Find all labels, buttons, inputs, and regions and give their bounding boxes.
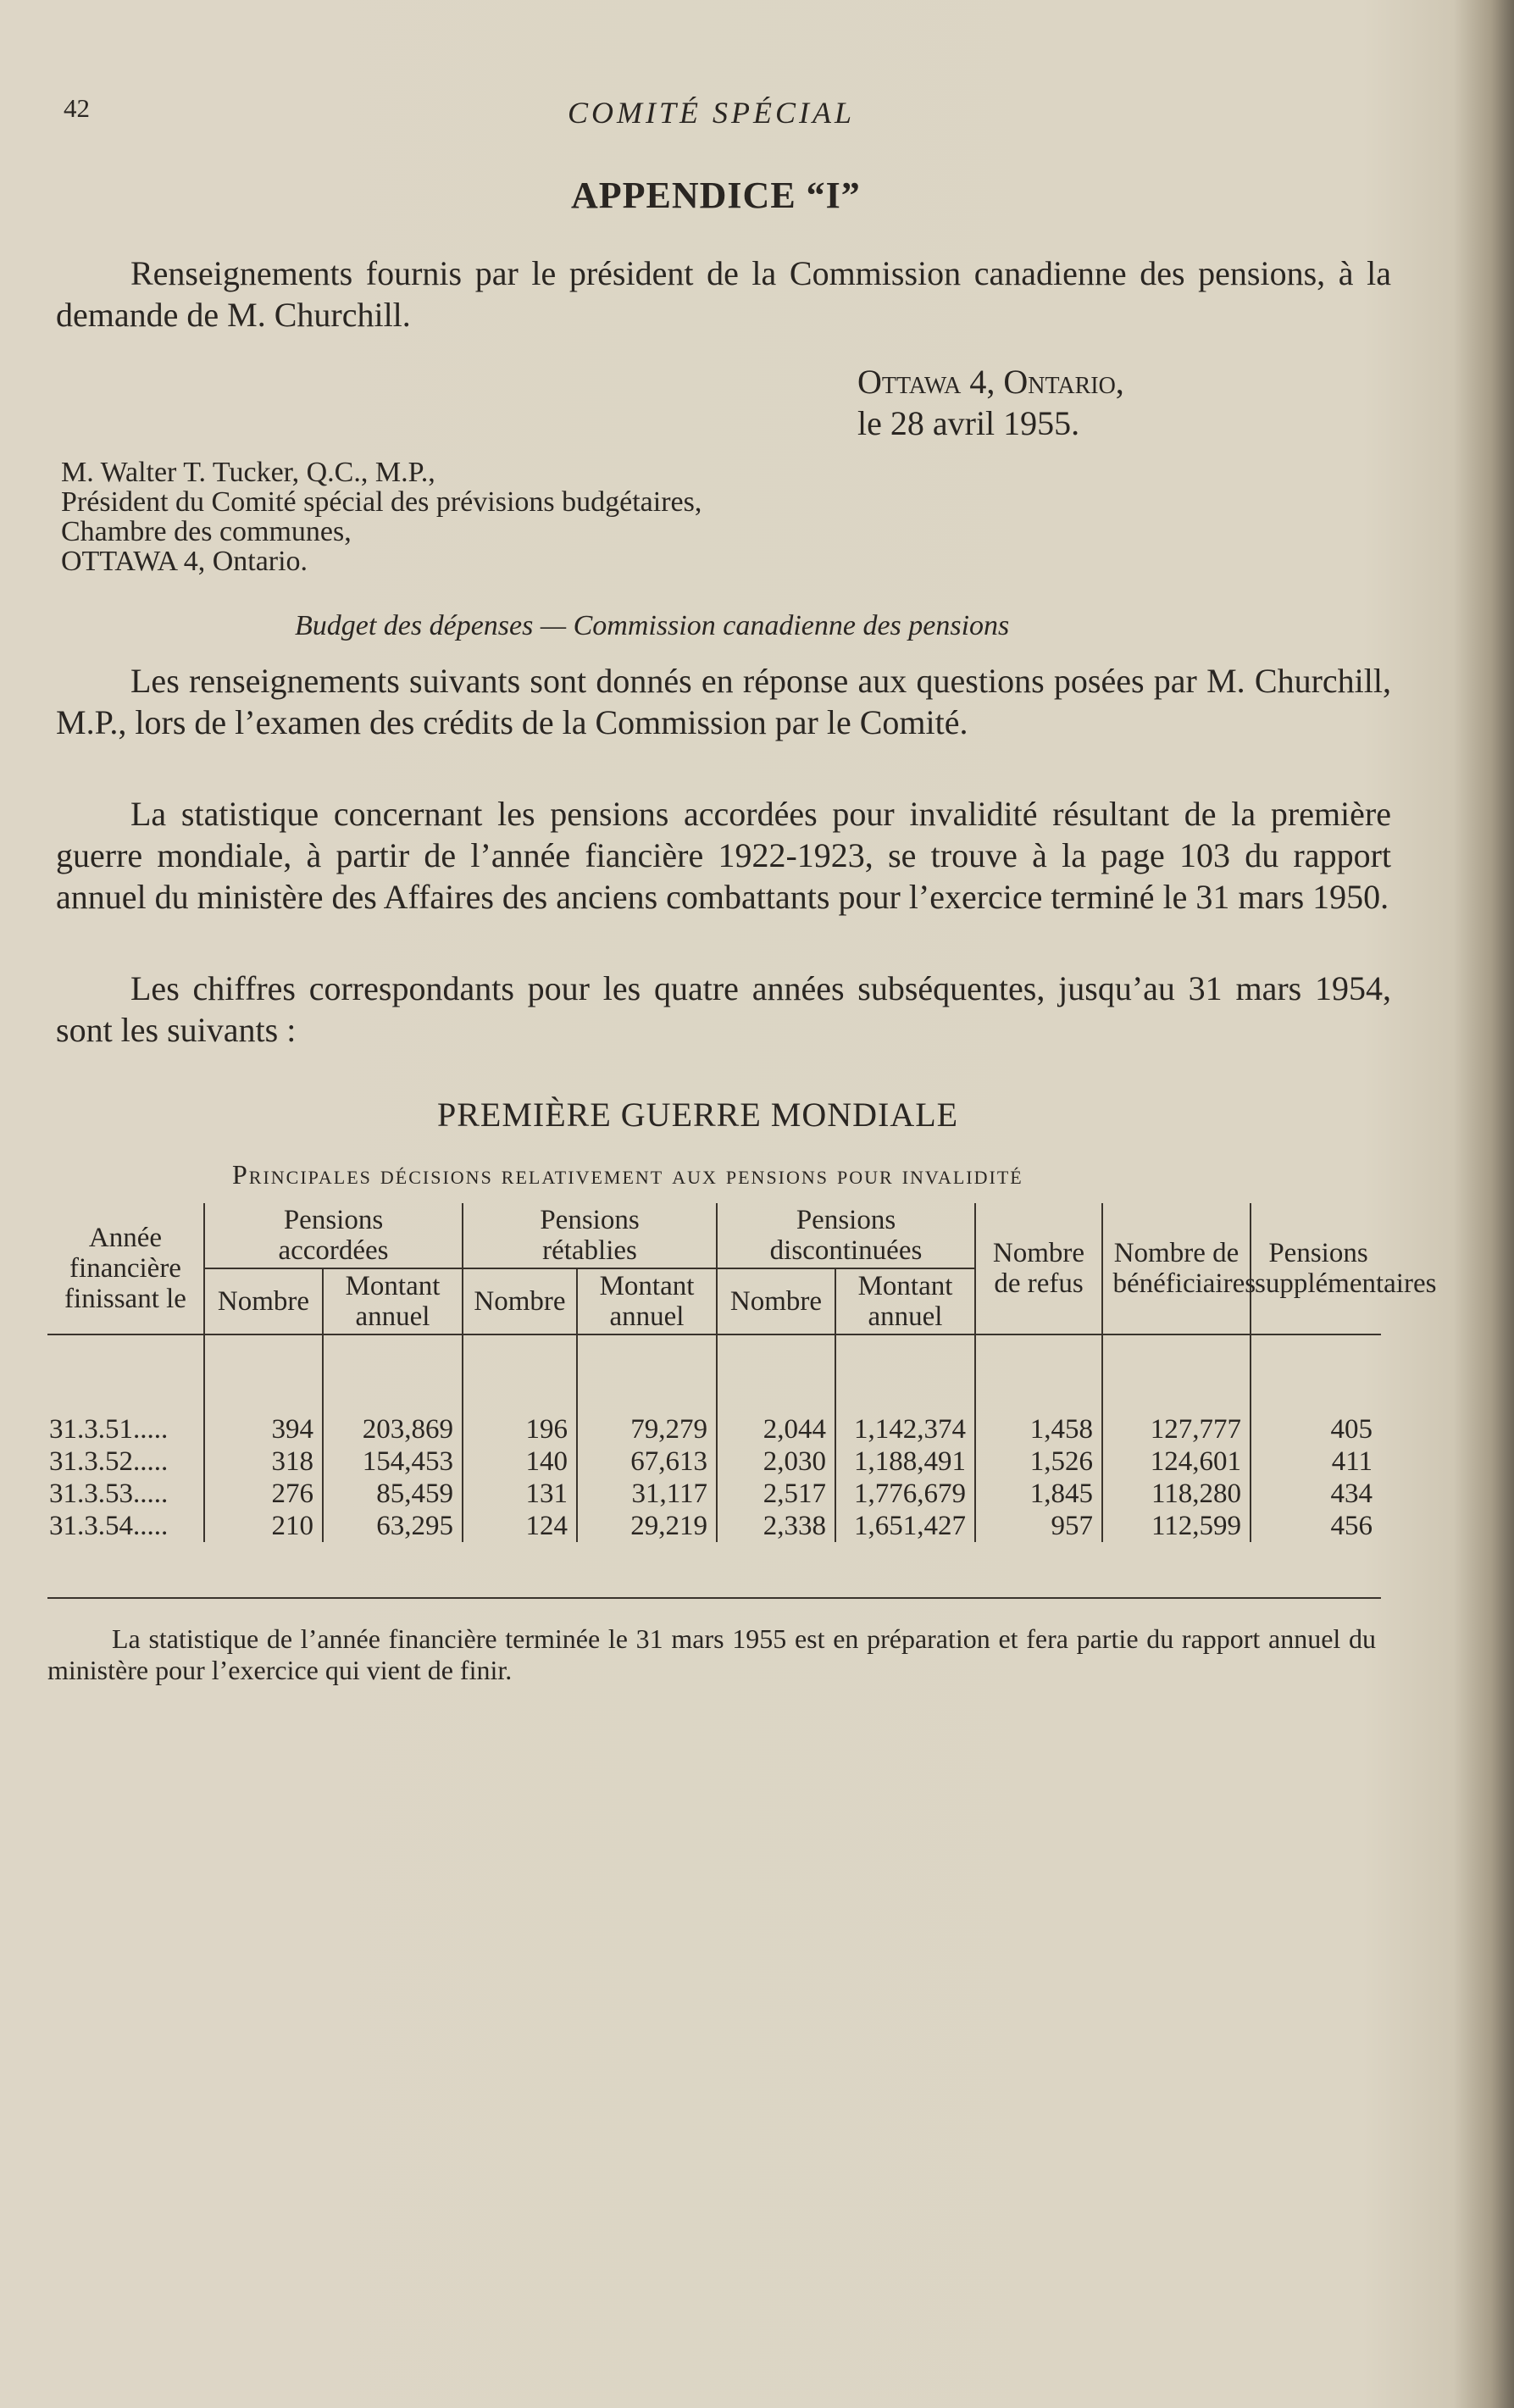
cell-value: 31,117 xyxy=(577,1478,717,1510)
appendix-title: APPENDICE “I” xyxy=(571,175,861,216)
header-supplementary: Pensions supplémentaires xyxy=(1251,1203,1381,1334)
cell-value: 2,517 xyxy=(717,1478,835,1510)
cell-value: 1,845 xyxy=(975,1478,1102,1510)
header-granted: Pensions accordées xyxy=(204,1203,463,1268)
header-year: Année financière finissant le xyxy=(47,1203,204,1334)
footnote: La statistique de l’année financière terminée le 31 mars 1955 est en préparation et fera partie du rapport annuel du ministère pour l’exercice qui vient de finir. xyxy=(47,1623,1376,1685)
header-restored: Pensions rétablies xyxy=(463,1203,717,1268)
cell-value: 67,613 xyxy=(577,1445,717,1478)
pension-statistics-table xyxy=(47,1203,1437,1542)
address-line: M. Walter T. Tucker, Q.C., M.P., xyxy=(61,457,435,488)
cell-value: 434 xyxy=(1251,1478,1381,1510)
cell-value: 63,295 xyxy=(323,1510,463,1542)
subject-line: Budget des dépenses — Commission canadienne des pensions xyxy=(295,610,1010,641)
table-spacer-row xyxy=(47,1334,1381,1413)
cell-value: 124,601 xyxy=(1102,1445,1251,1478)
dateline-place-text: Ottawa 4, Ontario, xyxy=(857,363,1124,401)
cell-value: 405 xyxy=(1251,1413,1381,1445)
cell-value: 411 xyxy=(1251,1445,1381,1478)
cell-value: 957 xyxy=(975,1510,1102,1542)
cell-year: 31.3.54..... xyxy=(49,1511,169,1541)
cell-value: 29,219 xyxy=(577,1510,717,1542)
cell-value: 124 xyxy=(463,1510,577,1542)
cell-value: 1,651,427 xyxy=(835,1510,975,1542)
cell-value: 196 xyxy=(463,1413,577,1445)
table-title: PREMIÈRE GUERRE MONDIALE xyxy=(437,1096,959,1134)
address-line: Président du Comité spécial des prévisions budgétaires, xyxy=(61,486,702,518)
body-paragraph: Les renseignements suivants sont donnés en réponse aux questions posées par M. Churchill, M.P., lors de l’examen des crédits de la Commission par le Comité. xyxy=(56,662,1391,741)
cell-year: 31.3.52..... xyxy=(49,1446,169,1477)
header-granted-number: Nombre xyxy=(204,1268,323,1334)
cell-value: 2,338 xyxy=(717,1510,835,1542)
cell-value: 131 xyxy=(463,1478,577,1510)
cell-value: 154,453 xyxy=(323,1445,463,1478)
cell-value: 112,599 xyxy=(1102,1510,1251,1542)
cell-value: 394 xyxy=(204,1413,323,1445)
cell-year: 31.3.51..... xyxy=(49,1414,169,1445)
running-head: COMITÉ SPÉCIAL xyxy=(568,96,855,130)
table-row xyxy=(47,1413,1381,1445)
table-subtitle: Principales décisions relativement aux pensions pour invalidité xyxy=(232,1159,1023,1190)
header-discontinued-number: Nombre xyxy=(717,1268,835,1334)
body-paragraph: Les chiffres correspondants pour les quatre années subséquentes, jusqu’au 31 mars 1954, sont les suivants : xyxy=(56,969,1391,1049)
cell-value: 1,776,679 xyxy=(835,1478,975,1510)
cell-value: 1,188,491 xyxy=(835,1445,975,1478)
cell-year: 31.3.53..... xyxy=(49,1479,169,1509)
dateline-place xyxy=(857,361,1124,402)
cell-value: 210 xyxy=(204,1510,323,1542)
header-granted-amount: Montant annuel xyxy=(323,1268,463,1334)
address-block xyxy=(61,458,702,576)
cell-value: 203,869 xyxy=(323,1413,463,1445)
cell-value: 140 xyxy=(463,1445,577,1478)
address-line: Chambre des communes, xyxy=(61,516,352,547)
cell-value: 1,458 xyxy=(975,1413,1102,1445)
intro-paragraph: Renseignements fournis par le président de la Commission canadienne des pensions, à la demande de M. Churchill. xyxy=(56,254,1391,334)
cell-value: 276 xyxy=(204,1478,323,1510)
page-number: 42 xyxy=(64,93,90,123)
cell-value: 2,044 xyxy=(717,1413,835,1445)
cell-value: 318 xyxy=(204,1445,323,1478)
cell-value: 127,777 xyxy=(1102,1413,1251,1445)
cell-value: 85,459 xyxy=(323,1478,463,1510)
table-row xyxy=(47,1510,1381,1542)
cell-value: 118,280 xyxy=(1102,1478,1251,1510)
header-restored-amount: Montant annuel xyxy=(577,1268,717,1334)
cell-value: 2,030 xyxy=(717,1445,835,1478)
table-row xyxy=(47,1445,1381,1478)
cell-value: 1,526 xyxy=(975,1445,1102,1478)
address-line: OTTAWA 4, Ontario. xyxy=(61,546,308,577)
dateline-date: le 28 avril 1955. xyxy=(857,404,1080,442)
cell-value: 79,279 xyxy=(577,1413,717,1445)
cell-value: 456 xyxy=(1251,1510,1381,1542)
header-refusals: Nombre de refus xyxy=(975,1203,1102,1334)
body-paragraph: La statistique concernant les pensions accordées pour invalidité résultant de la première guerre mondiale, à partir de l’année fiancière 1922-1923, se trouve à la page 103 du rapport annuel du ministère des Affaires des anciens combattants pour l’exercice terminé le 31 mars 1950. xyxy=(56,795,1391,916)
cell-value: 1,142,374 xyxy=(835,1413,975,1445)
header-restored-number: Nombre xyxy=(463,1268,577,1334)
table-row xyxy=(47,1478,1381,1510)
table-bottom-rule xyxy=(47,1597,1381,1599)
header-beneficiaries: Nombre de bénéficiaires xyxy=(1102,1203,1251,1334)
header-discontinued-amount: Montant annuel xyxy=(835,1268,975,1334)
header-discontinued: Pensions discontinuées xyxy=(717,1203,975,1268)
